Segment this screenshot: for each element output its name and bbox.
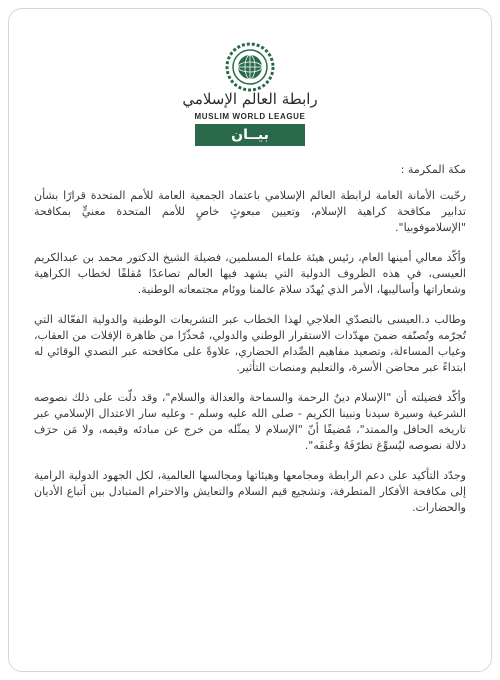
statement-banner: بيــان [195, 124, 305, 146]
mwl-emblem-icon [225, 42, 275, 92]
statement-paragraph: وأكّد معالي أمينها العام، رئيس هيئة علماء المسلمين، فضيلة الشيخ الدكتور محمد بن عبدالكريم العيسى، في هذه الظروف الدولية التي يشهد فيها العالم تصاعدًا مُقلقًا لخطاب الكراهية وشعاراتها وأساليبها، الأمر الذي يُهدّد سلامَ عالمنا ووئام مجتمعاته الوطنية. [34, 251, 466, 296]
header [0, 0, 500, 150]
logo-english-text: MUSLIM WORLD LEAGUE [194, 112, 306, 121]
logo-arabic-text: رابطة العالم الإسلامي [182, 90, 318, 108]
statement-paragraph: وجدّد التأكيد على دعم الرابطة ومجامعها وهيئاتها ومجالسها العالمية، لكل الجهود الدولية الرامية إلى مكافحة الأفكار المتطرفة، وتشجيع قيم السلام والتعايش والاحترام المتبادل بين أتباع الأديان والحضارات. [34, 469, 466, 514]
statement-paragraph: رحّبت الأمانة العامة لرابطة العالم الإسلامي باعتماد الجمعية العامة للأمم المتحدة قرارًا بشأن تدابير مكافحة كراهية الإسلام، وتعيين مبعوثٍ خاصٍ للأمم المتحدة معنيٍّ بمكافحة "الإسلاموفوبيا". [34, 189, 466, 234]
statement-body [34, 162, 466, 530]
statement-paragraph: وطالب د.العيسى بالتصدّي العلاجي لهذا الخطاب عبر التشريعات الوطنية والدولية الفعّالة التي تُجرّمه وتُصنّفه ضمنَ مهدّدات الاستقرار الوطني والدولي، مُحذّرًا من ظاهرة الإفلات من العقاب، وغياب المساءلة، وتصعيد مفاهيم الصِّدام الحضاري، علاوةً على مكافحته عبر التصدي الوقائي له ابتداءً عبر محاضن الأسرة، والتعليم ومنصات التأثير. [34, 313, 466, 374]
statement-paragraph: وأكّد فضيلته أن "الإسلام دينُ الرحمة والسماحة والعدالة والسلام"، وقد دلّت على ذلك نصوصه الشرعية وسيرة سيدنا ونبينا الكريم - صلى الله عليه وسلم - وعليه سار الاعتدال الإسلامي عبر تاريخه الحافل والممتد"، مُضيفًا أنّ "الإسلام لا يمثّله من خرج عن مبادئه وقيمه، ولا مَن حرَف دلالة نصوصه ليُسوِّغ تطرّفَهُ وعُنفَه". [34, 391, 466, 452]
location-line: مكة المكرمة : [400, 163, 466, 176]
